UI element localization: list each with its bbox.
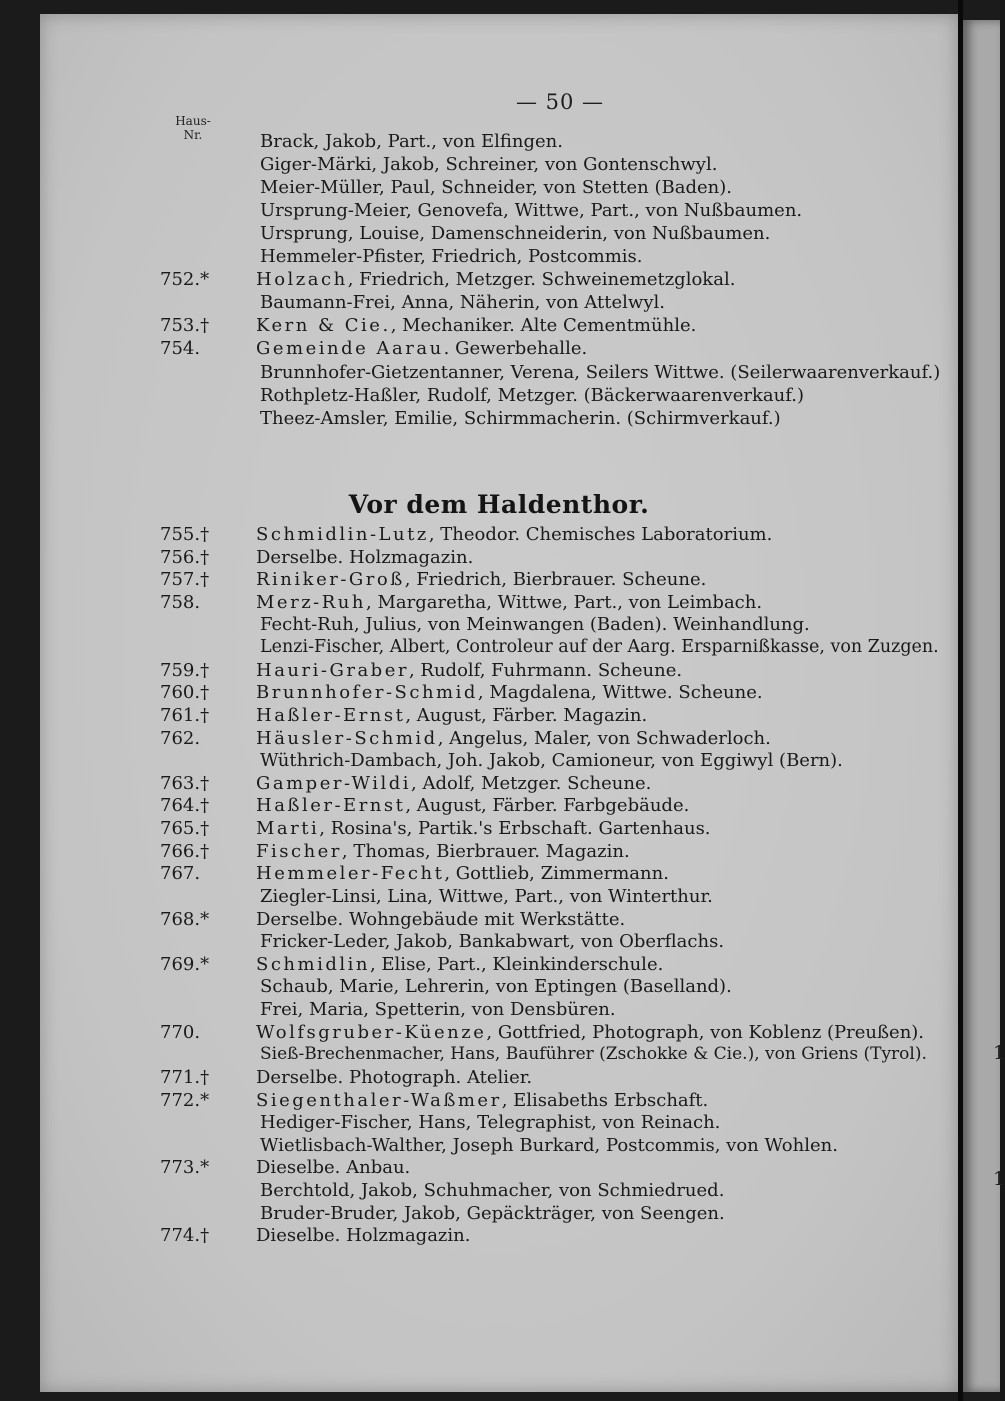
entry-text — [260, 176, 732, 199]
page-number: — 50 — — [515, 90, 605, 114]
entry-text — [260, 153, 717, 176]
owner-name-spaced: Hemmeler-Fecht — [256, 863, 445, 884]
entry-details: Ursprung-Meier, Genovefa, Wittwe, Part., von Nußbaumen. — [260, 200, 803, 221]
owner-name-spaced: Holzach — [256, 269, 348, 290]
house-number: 758. — [160, 592, 201, 613]
list-item — [40, 153, 940, 176]
list-item — [40, 546, 940, 569]
entry-text — [260, 384, 804, 407]
entry-details: Baumann-Frei, Anna, Näherin, von Attelwyl. — [260, 292, 665, 313]
entry-details: Meier-Müller, Paul, Schneider, von Stetten (Baden). — [260, 177, 732, 198]
entry-text — [256, 727, 771, 750]
entry-text — [260, 1202, 725, 1225]
list-item — [40, 1066, 940, 1089]
list-item — [40, 681, 940, 704]
house-number: 766.† — [160, 841, 210, 862]
entry-text — [260, 1111, 720, 1134]
house-number: 755.† — [160, 524, 210, 545]
list-item — [40, 794, 940, 817]
list-item — [40, 337, 940, 360]
list-item — [40, 1111, 940, 1134]
list-item — [40, 975, 940, 998]
list-item — [40, 840, 940, 863]
house-number: 759.† — [160, 660, 210, 681]
entry-details: Wietlisbach-Walther, Joseph Burkard, Postcommis, von Wohlen. — [260, 1135, 838, 1156]
owner-name-spaced: Gemeinde Aarau — [256, 338, 444, 359]
list-item — [40, 953, 940, 976]
house-number: 770. — [160, 1022, 201, 1043]
entry-details: Dieselbe. Holzmagazin. — [256, 1225, 471, 1246]
entry-details: Hemmeler-Pfister, Friedrich, Postcommis. — [260, 246, 643, 267]
entry-details: Ziegler-Linsi, Lina, Wittwe, Part., von Winterthur. — [260, 886, 713, 907]
list-item — [40, 659, 940, 682]
entry-text — [256, 314, 696, 337]
entry-text — [260, 975, 732, 998]
entry-details: , Elise, Part., Kleinkinderschule. — [369, 954, 664, 975]
list-item — [40, 636, 940, 659]
house-number: 764.† — [160, 795, 210, 816]
entry-details: Brack, Jakob, Part., von Elfingen. — [260, 131, 563, 152]
list-item — [40, 885, 940, 908]
entry-details: , Rudolf, Fuhrmann. Scheune. — [408, 660, 683, 681]
list-item — [40, 998, 940, 1021]
entry-details: , August, Färber. Magazin. — [405, 705, 648, 726]
list-item — [40, 1224, 940, 1247]
owner-name-spaced: Haßler-Ernst — [256, 795, 406, 816]
entry-text — [260, 749, 843, 772]
entry-details: Theez-Amsler, Emilie, Schirmmacherin. (Schirmverkauf.) — [260, 408, 781, 429]
edge-digit: 1 — [993, 1042, 1005, 1064]
entry-text — [260, 407, 781, 430]
list-item — [40, 817, 940, 840]
entry-details: , Angelus, Maler, von Schwaderloch. — [437, 728, 771, 749]
entry-text — [260, 222, 770, 245]
entry-details: Derselbe. Holzmagazin. — [256, 547, 474, 568]
list-item — [40, 908, 940, 931]
entry-details: , August, Färber. Farbgebäude. — [405, 795, 690, 816]
entry-text — [260, 1043, 927, 1066]
list-item — [40, 291, 940, 314]
entry-text — [260, 930, 724, 953]
entry-details: Frei, Maria, Spetterin, von Densbüren. — [260, 999, 616, 1020]
entry-details: , Theodor. Chemisches Laboratorium. — [428, 524, 773, 545]
entry-details: Derselbe. Photograph. Atelier. — [256, 1067, 533, 1088]
owner-name-spaced: Gamper-Wildi — [256, 773, 412, 794]
entry-text — [260, 291, 665, 314]
entry-text — [260, 361, 940, 384]
entry-details: Bruder-Bruder, Jakob, Gepäckträger, von Seengen. — [260, 1203, 725, 1224]
entry-details: Dieselbe. Anbau. — [256, 1157, 411, 1178]
entry-details: Giger-Märki, Jakob, Schreiner, von Gontenschwyl. — [260, 154, 718, 175]
list-item — [40, 384, 940, 407]
house-number: 754. — [160, 338, 201, 359]
entry-text — [260, 1179, 724, 1202]
entry-text — [256, 862, 669, 885]
entry-text — [256, 908, 625, 931]
list-item — [40, 222, 940, 245]
entry-details: , Margaretha, Wittwe, Part., von Leimbach. — [366, 592, 763, 613]
house-number: 762. — [160, 728, 201, 749]
owner-name-spaced: Hauri-Graber — [256, 660, 409, 681]
owner-name-spaced: Riniker-Groß — [256, 569, 405, 590]
entry-details: Lenzi-Fischer, Albert, Controleur auf der Aarg. Ersparnißkasse, von Zuzgen. — [260, 637, 939, 657]
house-number: 765.† — [160, 818, 210, 839]
entry-details: , Friedrich, Bierbrauer. Scheune. — [404, 569, 707, 590]
list-item — [40, 862, 940, 885]
entry-details: Rothpletz-Haßler, Rudolf, Metzger. (Bäckerwaarenverkauf.) — [260, 385, 805, 406]
nr-label-line: Nr. — [183, 128, 203, 142]
entry-details: Hediger-Fischer, Hans, Telegraphist, von Reinach. — [260, 1112, 721, 1133]
house-number: 774.† — [160, 1225, 210, 1246]
entry-text — [256, 953, 663, 976]
list-item — [40, 407, 940, 430]
list-item — [40, 268, 940, 291]
section-heading: Vor dem Haldenthor. — [348, 490, 650, 519]
list-item — [40, 1043, 940, 1066]
entry-text — [256, 794, 689, 817]
owner-name-spaced: Fischer — [256, 841, 342, 862]
entry-text — [256, 268, 735, 291]
owner-name-spaced: Merz-Ruh — [256, 592, 366, 613]
entry-details: Sieß-Brechenmacher, Hans, Bauführer (Zschokke & Cie.), von Griens (Tyrol). — [260, 1044, 927, 1064]
list-item — [40, 1202, 940, 1225]
owner-name-spaced: Marti — [256, 818, 320, 839]
entry-text — [256, 659, 682, 682]
entry-text — [256, 1021, 924, 1044]
owner-name-spaced: Siegenthaler-Waßmer — [256, 1090, 502, 1111]
entry-details: Fricker-Leder, Jakob, Bankabwart, von Oberflachs. — [260, 931, 725, 952]
entry-text — [256, 772, 651, 795]
entry-text — [256, 704, 647, 727]
entry-text — [256, 523, 772, 546]
entry-text — [256, 568, 706, 591]
list-item — [40, 930, 940, 953]
list-item — [40, 568, 940, 591]
list-item — [40, 1134, 940, 1157]
entry-details: Schaub, Marie, Lehrerin, von Eptingen (Baselland). — [260, 976, 732, 997]
house-number: 773.* — [160, 1157, 210, 1178]
entry-details: , Rosina's, Partik.'s Erbschaft. Gartenhaus. — [319, 818, 711, 839]
entry-details: , Gottfried, Photograph, von Koblenz (Preußen). — [486, 1022, 925, 1043]
house-number: 760.† — [160, 682, 210, 703]
entry-details: Brunnhofer-Gietzentanner, Verena, Seilers Wittwe. (Seilerwaarenverkauf.) — [260, 362, 941, 383]
owner-name-spaced: Kern & Cie. — [256, 315, 391, 336]
entry-text — [256, 1066, 532, 1089]
house-number: 767. — [160, 863, 201, 884]
entry-text — [260, 998, 616, 1021]
entry-details: Berchtold, Jakob, Schuhmacher, von Schmiedrued. — [260, 1180, 725, 1201]
entry-text — [260, 1134, 838, 1157]
entry-details: . Gewerbehalle. — [443, 338, 588, 359]
entry-text — [256, 337, 587, 360]
entry-details: Ursprung, Louise, Damenschneiderin, von Nußbaumen. — [260, 223, 771, 244]
entry-details: Fecht-Ruh, Julius, von Meinwangen (Baden). Weinhandlung. — [260, 614, 810, 635]
list-item — [40, 1089, 940, 1112]
entry-details: , Adolf, Metzger. Scheune. — [411, 773, 652, 794]
owner-name-spaced: Häusler-Schmid — [256, 728, 438, 749]
entry-text — [256, 1224, 471, 1247]
house-number: 756.† — [160, 547, 210, 568]
entry-details: Derselbe. Wohngebäude mit Werkstätte. — [256, 909, 626, 930]
adjacent-page-edge — [963, 20, 1005, 1392]
house-number: 757.† — [160, 569, 210, 590]
entry-text — [256, 591, 762, 614]
directory-entries — [40, 14, 958, 1392]
list-item — [40, 130, 940, 153]
entry-details: , Magdalena, Wittwe. Scheune. — [477, 682, 763, 703]
edge-digit: 1 — [993, 1168, 1005, 1190]
list-item — [40, 749, 940, 772]
list-item — [40, 523, 940, 546]
owner-name-spaced: Schmidlin — [256, 954, 370, 975]
entry-text — [260, 199, 802, 222]
owner-name-spaced: Wolfsgruber-Küenze — [256, 1022, 487, 1043]
list-item — [40, 613, 940, 636]
entry-text — [256, 546, 473, 569]
entry-text — [256, 817, 711, 840]
house-number: 772.* — [160, 1090, 210, 1111]
list-item — [40, 772, 940, 795]
owner-name-spaced: Schmidlin-Lutz — [256, 524, 429, 545]
entry-details: , Elisabeths Erbschaft. — [501, 1090, 709, 1111]
owner-name-spaced: Haßler-Ernst — [256, 705, 406, 726]
entry-text — [260, 636, 939, 659]
list-item — [40, 727, 940, 750]
haus-label-line: Haus- — [175, 114, 211, 128]
entry-text — [256, 840, 630, 863]
list-item — [40, 314, 940, 337]
entry-text — [260, 613, 810, 636]
entry-details: , Friedrich, Metzger. Schweinemetzglokal. — [347, 269, 736, 290]
owner-name-spaced: Brunnhofer-Schmid — [256, 682, 478, 703]
book-page — [40, 14, 958, 1392]
list-item — [40, 704, 940, 727]
house-number: 753.† — [160, 315, 210, 336]
house-number: 761.† — [160, 705, 210, 726]
entry-details: Wüthrich-Dambach, Joh. Jakob, Camioneur, von Eggiwyl (Bern). — [260, 750, 843, 771]
house-number: 771.† — [160, 1067, 210, 1088]
list-item — [40, 176, 940, 199]
list-item — [40, 361, 940, 384]
list-item — [40, 591, 940, 614]
list-item — [40, 245, 940, 268]
house-number: 768.* — [160, 909, 210, 930]
entry-text — [256, 1089, 708, 1112]
entry-details: , Mechaniker. Alte Cementmühle. — [390, 315, 697, 336]
house-number: 769.* — [160, 954, 210, 975]
list-item — [40, 1021, 940, 1044]
list-item — [40, 1156, 940, 1179]
house-number: 752.* — [160, 269, 210, 290]
entry-text — [260, 885, 713, 908]
list-item — [40, 1179, 940, 1202]
entry-text — [260, 245, 643, 268]
entry-details: , Gottlieb, Zimmermann. — [444, 863, 669, 884]
house-number: 763.† — [160, 773, 210, 794]
entry-text — [260, 130, 563, 153]
list-item — [40, 199, 940, 222]
entry-text — [256, 1156, 410, 1179]
entry-text — [256, 681, 763, 704]
entry-details: , Thomas, Bierbrauer. Magazin. — [341, 841, 630, 862]
